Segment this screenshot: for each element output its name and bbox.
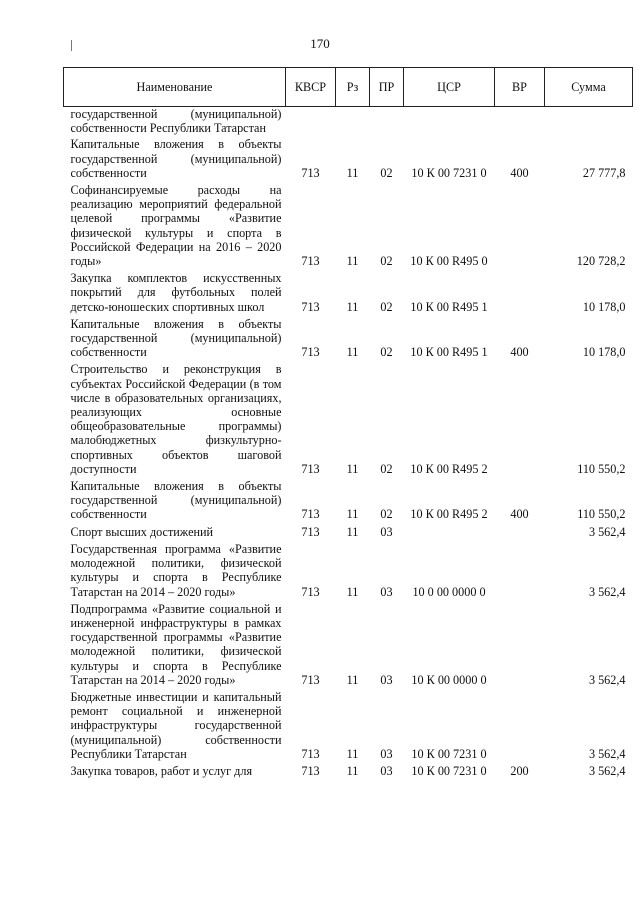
- row-name: Строительство и реконструкция в субъектах Российской Федерации (в том числе в образовательных организациях, реализующих основные общеобразовательные программы) малобюджетных физкультурно-спортивных объектов шаговой доступности: [70, 362, 282, 476]
- row-sum: 10 178,0: [582, 345, 626, 360]
- row-csr: 10 К 00 7231 0: [411, 746, 487, 761]
- table-body: [64, 107, 633, 782]
- row-rz: 11: [346, 254, 359, 269]
- continuation-text: государственной (муниципальной) собственности Республики Татарстан: [70, 107, 282, 136]
- row-sum: 120 728,2: [576, 254, 626, 269]
- row-rz: 11: [346, 763, 359, 778]
- row-kvsr: 713: [301, 254, 320, 269]
- table-row: [64, 362, 633, 479]
- row-kvsr: 713: [301, 584, 320, 599]
- table-row: [64, 183, 633, 271]
- row-sum: 110 550,2: [577, 507, 626, 522]
- row-rz: 11: [346, 524, 359, 539]
- row-vr: 200: [510, 763, 529, 778]
- table-header-row: [64, 68, 633, 107]
- row-rz: 11: [346, 584, 359, 599]
- row-pr: 03: [380, 584, 393, 599]
- row-kvsr: 713: [301, 672, 320, 687]
- row-sum: 3 562,4: [588, 763, 626, 778]
- table-row: [64, 271, 633, 317]
- row-vr: [495, 525, 545, 542]
- row-name: Закупка товаров, работ и услуг для: [70, 763, 253, 778]
- row-csr: 10 К 00 7231 0: [411, 763, 487, 778]
- row-name: Капитальные вложения в объекты государственной (муниципальной) собственности: [70, 137, 282, 180]
- row-rz: 11: [346, 507, 359, 522]
- row-csr: 10 К 00 R495 2: [410, 507, 488, 522]
- row-pr: 03: [380, 763, 393, 778]
- row-pr: 02: [380, 507, 393, 522]
- row-name: Капитальные вложения в объекты государственной (муниципальной) собственности: [70, 316, 282, 360]
- row-vr: 400: [510, 345, 529, 360]
- budget-table: [63, 67, 633, 781]
- row-csr: 10 0 00 0000 0: [412, 584, 486, 599]
- row-pr: 02: [380, 461, 393, 476]
- table-row: [64, 690, 633, 764]
- row-pr: 02: [380, 254, 393, 269]
- row-csr: 10 К 00 0000 0: [411, 672, 487, 687]
- row-name: Спорт высших достижений: [70, 524, 214, 539]
- row-kvsr: 713: [301, 746, 320, 761]
- row-rz: 11: [346, 299, 359, 314]
- row-sum: 3 562,4: [588, 584, 626, 599]
- table-row: [64, 479, 633, 525]
- row-kvsr: 713: [301, 524, 320, 539]
- scan-artifact: [71, 40, 72, 51]
- table-row: [64, 317, 633, 363]
- table-row: [64, 764, 633, 781]
- header-pr: ПР: [370, 68, 404, 107]
- row-csr: 10 К 00 7231 0: [411, 165, 487, 180]
- row-sum: 27 777,8: [582, 165, 626, 180]
- row-name: Капитальные вложения в объекты государственной (муниципальной) собственности: [70, 479, 282, 522]
- row-name: Софинансируемые расходы на реализацию мероприятий федеральной целевой программы «Развитие физической культуры и спорта в Российской Федерации на 2016 – 2020 годы»: [70, 183, 282, 269]
- row-vr: 400: [510, 165, 529, 180]
- row-kvsr: 713: [301, 299, 320, 314]
- row-vr: [495, 602, 545, 690]
- row-vr: [495, 690, 545, 764]
- continuation-row: [64, 107, 633, 138]
- row-rz: 11: [346, 461, 359, 476]
- row-pr: 03: [380, 672, 393, 687]
- row-sum: 3 562,4: [588, 672, 626, 687]
- row-pr: 03: [380, 524, 393, 539]
- row-csr: 10 К 00 R495 1: [410, 299, 488, 314]
- row-kvsr: 713: [301, 165, 320, 180]
- row-name: Государственная программа «Развитие молодежной политики, физической культуры и спорта в Республике Татарстан на 2014 – 2020 годы»: [70, 541, 282, 599]
- row-rz: 11: [346, 746, 359, 761]
- row-pr: 02: [380, 299, 393, 314]
- row-pr: 03: [380, 746, 393, 761]
- row-kvsr: 713: [301, 507, 320, 522]
- table-row: [64, 525, 633, 542]
- row-vr: [495, 362, 545, 479]
- table-row: [64, 542, 633, 602]
- header-rz: Рз: [336, 68, 370, 107]
- row-sum: 10 178,0: [582, 299, 626, 314]
- row-rz: 11: [346, 672, 359, 687]
- row-kvsr: 713: [301, 763, 320, 778]
- page-number: 170: [310, 36, 330, 51]
- row-csr: 10 К 00 R495 1: [410, 345, 488, 360]
- header-sum: Сумма: [545, 68, 633, 107]
- row-sum: 110 550,2: [577, 461, 626, 476]
- row-csr: 10 К 00 R495 2: [410, 461, 488, 476]
- row-csr: 10 К 00 R495 0: [410, 254, 488, 269]
- row-vr: [495, 183, 545, 271]
- row-rz: 11: [346, 345, 359, 360]
- header-csr: ЦСР: [404, 68, 495, 107]
- row-csr: [404, 525, 495, 542]
- header-vr: ВР: [495, 68, 545, 107]
- row-pr: 02: [380, 345, 393, 360]
- header-name: Наименование: [64, 68, 286, 107]
- table-row: [64, 602, 633, 690]
- row-sum: 3 562,4: [588, 746, 626, 761]
- row-kvsr: 713: [301, 461, 320, 476]
- row-name: Закупка комплектов искусственных покрытий для футбольных полей детско-юношеских спортивных школ: [70, 271, 282, 314]
- row-name: Бюджетные инвестиции и капитальный ремонт социальной и инженерной инфраструктуры государственной (муниципальной) собственности Республики Татарстан: [70, 689, 282, 761]
- table-row: [64, 137, 633, 183]
- row-vr: 400: [510, 507, 529, 522]
- row-vr: [495, 271, 545, 317]
- row-vr: [495, 542, 545, 602]
- row-kvsr: 713: [301, 345, 320, 360]
- row-sum: 3 562,4: [588, 524, 626, 539]
- row-rz: 11: [346, 165, 359, 180]
- header-kvsr: КВСР: [286, 68, 336, 107]
- row-pr: 02: [380, 165, 393, 180]
- row-name: Подпрограмма «Развитие социальной и инженерной инфраструктуры в рамках государственной программы «Развитие молодежной политики, физической культуры и спорта в Республике Татарстан на 2014 – 2020 годы»: [70, 601, 282, 687]
